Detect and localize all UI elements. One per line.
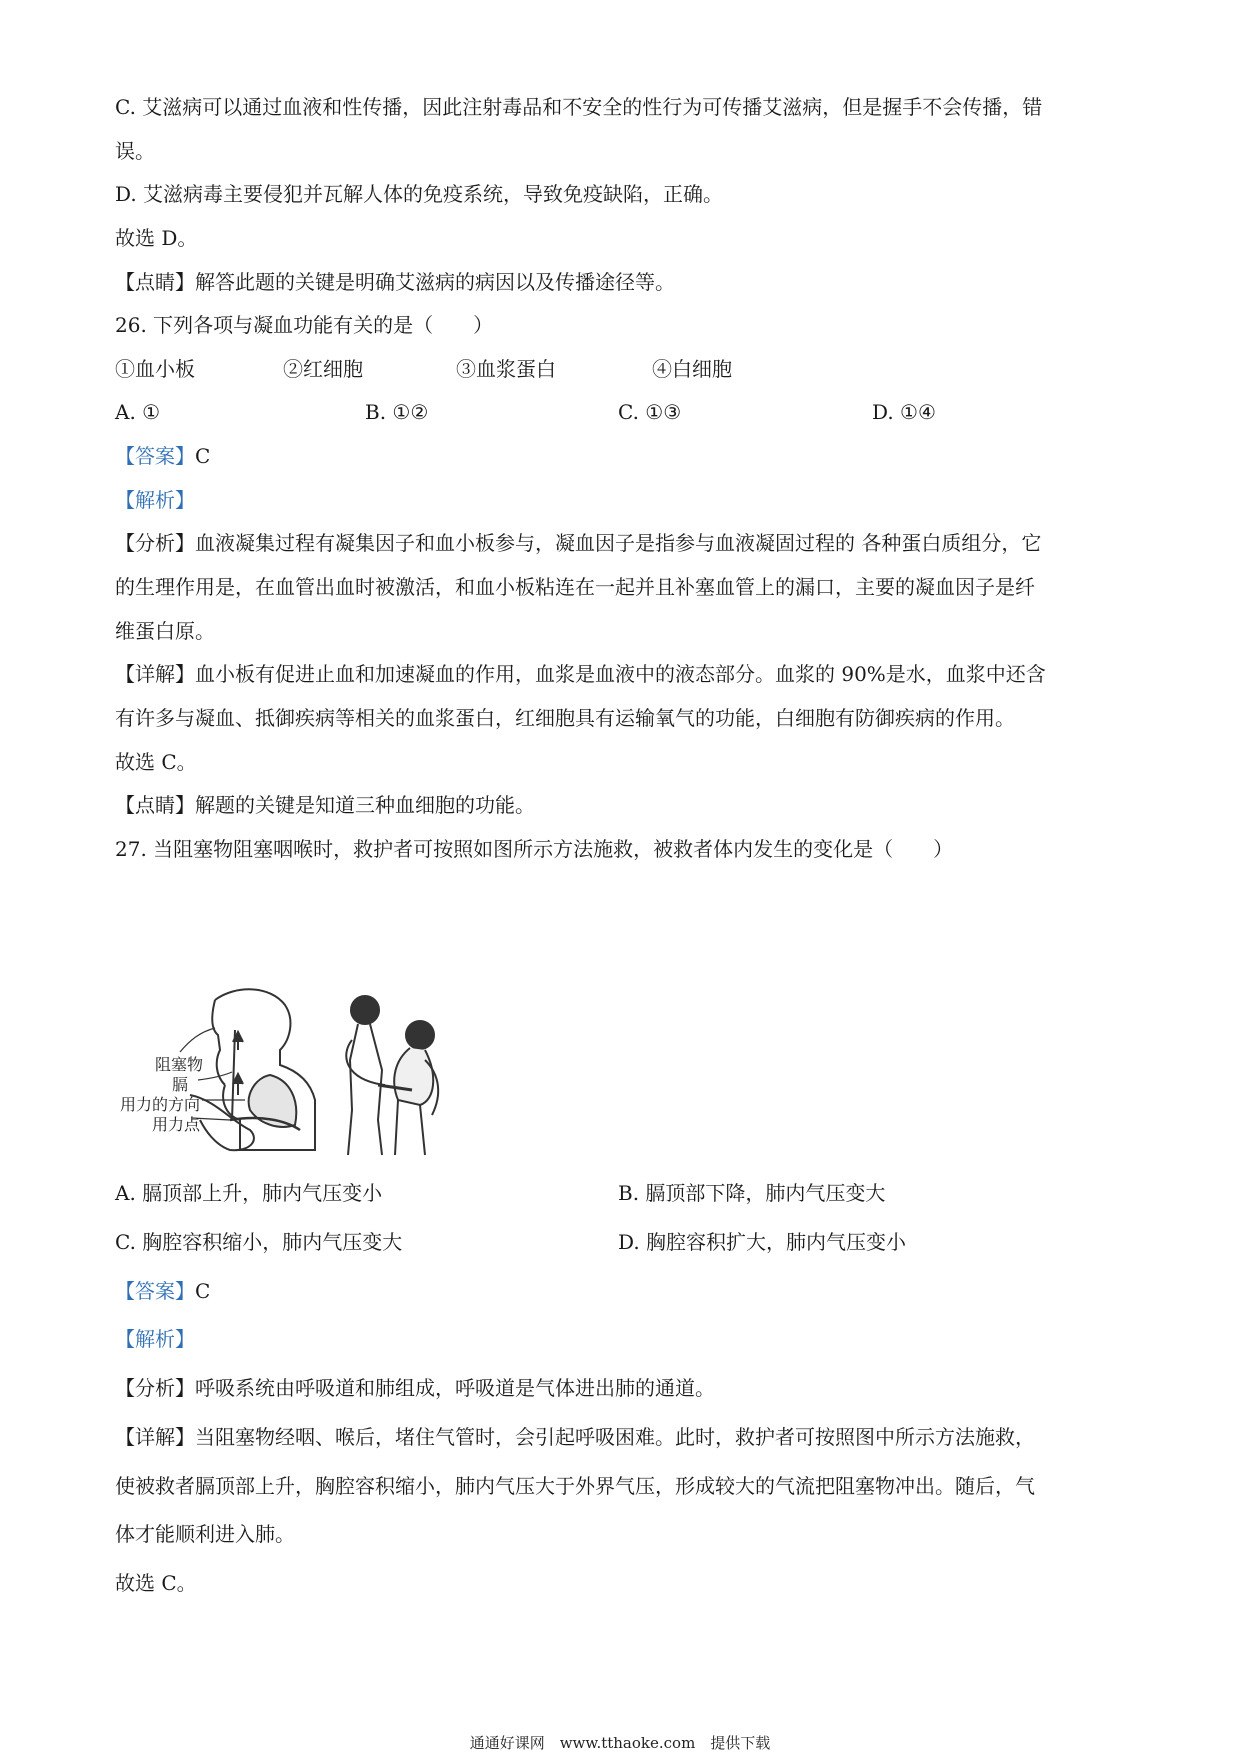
q26-item-3: ③血浆蛋白: [456, 357, 556, 381]
q27-conclusion: 故选 C。: [115, 1571, 197, 1595]
q26-item-1: ①血小板: [115, 357, 195, 381]
tip-label: 【点睛】: [115, 793, 195, 817]
q26-analysis-label: 【解析】: [115, 488, 195, 512]
question-27-stem: 27. 当阻塞物阻塞咽喉时，救护者可按照如图所示方法施救，被救者体内发生的变化是（ ）: [115, 837, 954, 861]
xiangjie-text: 血小板有促进止血和加速凝血的作用，血浆是血液中的液态部分。血浆的 90%是水，血浆中还含: [195, 662, 1046, 686]
fenxi-label: 【分析】: [115, 531, 195, 555]
option-c-explanation-line2: 误。: [115, 139, 155, 163]
anatomy-diagram: [190, 989, 315, 1150]
q26-answer: [115, 442, 1125, 470]
q27-answer: [115, 1277, 1125, 1305]
q26-xiangjie-line2: 有许多与凝血、抵御疾病等相关的血浆蛋白，红细胞具有运输氧气的功能，白细胞有防御疾病的作用。: [115, 706, 1015, 730]
tip-text: 解题的关键是知道三种血细胞的功能。: [195, 793, 535, 817]
q26-item-4: ④白细胞: [652, 357, 732, 381]
q26-option-b: B. ①②: [365, 400, 429, 424]
answer-value: C: [195, 444, 211, 468]
fenxi-text: 呼吸系统由呼吸道和肺组成，呼吸道是气体进出肺的通道。: [195, 1376, 715, 1400]
q26-fenxi-line3: 维蛋白原。: [115, 619, 215, 643]
xiangjie-label: 【详解】: [115, 1425, 195, 1449]
q26-option-c: C. ①③: [618, 400, 682, 424]
rescue-scene: [346, 996, 438, 1155]
option-d-explanation: D. 艾滋病毒主要侵犯并瓦解人体的免疫系统，导致免疫缺陷，正确。: [115, 182, 724, 206]
q27-option-c: C. 胸腔容积缩小，肺内气压变大: [115, 1230, 403, 1254]
q26-conclusion: 故选 C。: [115, 750, 197, 774]
q26-item-2: ②红细胞: [283, 357, 363, 381]
question-26-stem: 26. 下列各项与凝血功能有关的是（ ）: [115, 313, 494, 337]
tip-label: 【点睛】: [115, 270, 195, 294]
q26-xiangjie-line1: [115, 660, 1125, 688]
figure-label-diaphragm: 膈: [172, 1075, 189, 1094]
q27-option-a: A. 膈顶部上升，肺内气压变小: [115, 1181, 383, 1205]
xiangjie-text: 当阻塞物经咽、喉后，堵住气管时，会引起呼吸困难。此时，救护者可按照图中所示方法施救，: [195, 1425, 1035, 1449]
q27-xiangjie-line2: 使被救者膈顶部上升，胸腔容积缩小，肺内气压大于外界气压，形成较大的气流把阻塞物冲出。随后，气: [115, 1474, 1035, 1498]
q26-tip: [115, 791, 1125, 819]
q26-fenxi-line1: [115, 529, 1125, 557]
q27-xiangjie-line1: [115, 1423, 1125, 1451]
fenxi-label: 【分析】: [115, 1376, 195, 1400]
figure-label-force-direction: 用力的方向: [120, 1095, 201, 1114]
q26-option-d: D. ①④: [872, 400, 936, 424]
heimlich-figure: [120, 980, 500, 1160]
answer-label: 【答案】: [115, 444, 195, 468]
answer-label: 【答案】: [115, 1279, 195, 1303]
q26-option-a: A. ①: [115, 400, 161, 424]
tip-text: 解答此题的关键是明确艾滋病的病因以及传播途径等。: [195, 270, 675, 294]
page-footer: 通通好课网 www.tthaoke.com 提供下载: [469, 1734, 771, 1752]
tip-25: [115, 268, 1125, 296]
conclusion-25: 故选 D。: [115, 226, 198, 250]
option-c-explanation-line1: C. 艾滋病可以通过血液和性传播，因此注射毒品和不安全的性行为可传播艾滋病，但是握手不会传播，错: [115, 95, 1043, 119]
figure-label-force-point: 用力点: [152, 1115, 201, 1134]
figure-label-obstruction: 阻塞物: [155, 1055, 204, 1074]
q26-fenxi-line2: 的生理作用是，在血管出血时被激活，和血小板粘连在一起并且补塞血管上的漏口，主要的凝血因子是纤: [115, 575, 1035, 599]
fenxi-text: 血液凝集过程有凝集因子和血小板参与，凝血因子是指参与血液凝固过程的 各种蛋白质组分，它: [195, 531, 1042, 555]
q27-xiangjie-line3: 体才能顺利进入肺。: [115, 1522, 295, 1546]
xiangjie-label: 【详解】: [115, 662, 195, 686]
q27-option-b: B. 膈顶部下降，肺内气压变大: [618, 1181, 886, 1205]
q27-fenxi: [115, 1374, 1125, 1402]
answer-value: C: [195, 1279, 211, 1303]
q27-analysis-label: 【解析】: [115, 1327, 195, 1351]
q27-option-d: D. 胸腔容积扩大，肺内气压变小: [618, 1230, 907, 1254]
